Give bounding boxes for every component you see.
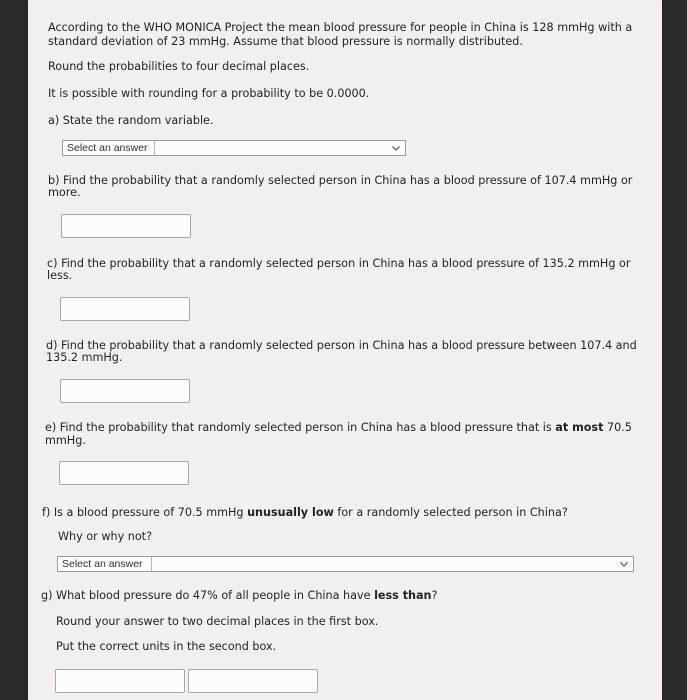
question-b-line-1: b) Find the probability that a randomly selected person in China has a blood pressure of 107.4 mmHg or: [48, 174, 633, 187]
question-c-line-2: less.: [47, 269, 73, 282]
question-g-round-instruction: Round your answer to two decimal places in the first box.: [56, 615, 379, 628]
answer-g-value-input[interactable]: [55, 669, 185, 693]
question-c-line-1: c) Find the probability that a randomly selected person in China has a blood pressure of 135.2 mmHg or: [47, 257, 631, 270]
question-f-text-bold: unusually low: [247, 506, 334, 519]
question-d-line-1: d) Find the probability that a randomly selected person in China has a blood pressure between 107.4 and: [46, 339, 637, 352]
question-g-units-instruction: Put the correct units in the second box.: [56, 640, 277, 653]
random-variable-select-value: Select an answer: [67, 142, 148, 154]
question-f-text-pre: f) Is a blood pressure of 70.5 mmHg: [42, 506, 248, 519]
unusually-low-select-value: Select an answer: [62, 558, 143, 570]
question-a-prompt: a) State the random variable.: [48, 114, 214, 127]
question-g-text-post: ?: [431, 589, 438, 602]
question-e-text-post: 70.5: [603, 421, 632, 434]
question-b-line-2: more.: [48, 186, 81, 199]
question-f-prompt: [42, 506, 568, 519]
intro-line-2: standard deviation of 23 mmHg. Assume that blood pressure is normally distributed.: [48, 35, 523, 48]
unusually-low-select[interactable]: [57, 556, 634, 572]
question-g-text-pre: g) What blood pressure do 47% of all people in China have: [41, 589, 375, 602]
chevron-down-icon: [619, 558, 629, 570]
answer-b-input[interactable]: [61, 214, 191, 238]
answer-d-input[interactable]: [60, 379, 190, 403]
answer-c-input[interactable]: [60, 297, 190, 321]
chevron-down-icon: [391, 142, 401, 154]
question-d-line-2: 135.2 mmHg.: [46, 351, 123, 364]
random-variable-select[interactable]: [62, 140, 406, 156]
question-e-line-1: [45, 421, 632, 434]
question-f-text-post: for a randomly selected person in China?: [333, 506, 568, 519]
question-page: [28, 0, 662, 700]
question-e-text-pre: e) Find the probability that randomly selected person in China has a blood pressure that is: [45, 421, 556, 434]
question-f-why: Why or why not?: [58, 530, 153, 543]
intro-line-1: According to the WHO MONICA Project the mean blood pressure for people in China is 128 mmHg with a: [48, 21, 633, 34]
question-e-line-2: mmHg.: [45, 434, 86, 447]
answer-e-input[interactable]: [59, 461, 189, 485]
answer-g-units-input[interactable]: [188, 669, 318, 693]
question-g-prompt: [41, 589, 437, 602]
rounding-instruction: Round the probabilities to four decimal places.: [48, 60, 310, 73]
question-g-text-bold: less than: [374, 589, 432, 602]
question-e-text-bold: at most: [555, 421, 604, 434]
zero-probability-note: It is possible with rounding for a probability to be 0.0000.: [48, 87, 370, 100]
